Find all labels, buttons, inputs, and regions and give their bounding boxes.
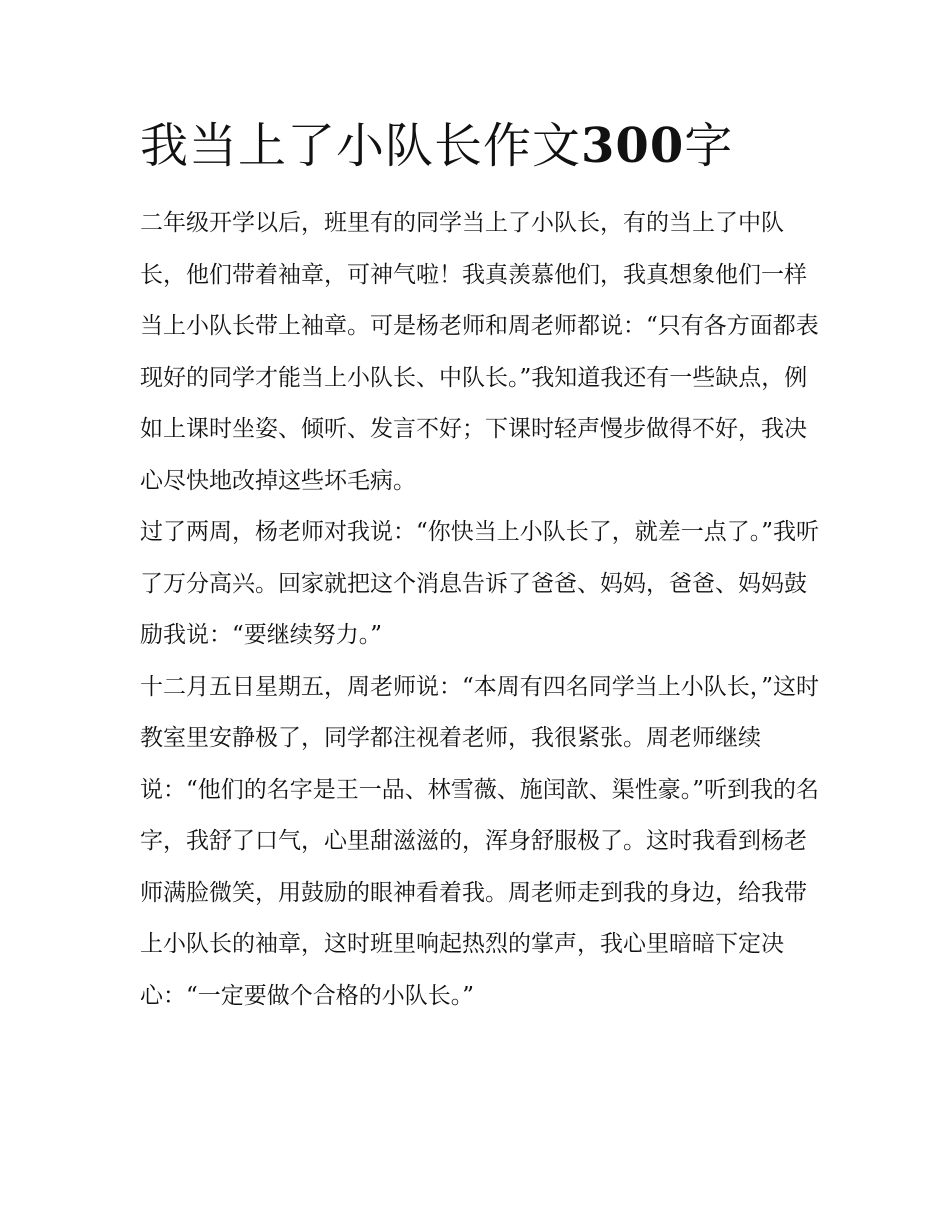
page-title [140, 116, 840, 176]
title-suffix: 字 [684, 118, 734, 174]
title-number: 300 [581, 118, 685, 174]
title-text: 我当上了小队长作文 [140, 118, 582, 174]
article-body [140, 198, 820, 1022]
paragraph-3: 十二月五日星期五，周老师说：“本周有四名同学当上小队长，”这时教室里安静极了，同学都注视着老师，我很紧张。周老师继续说：“他们的名字是王一品、林雪薇、施闰歆、渠性豪。”听到我的名字，我舒了口气，心里甜滋滋的，浑身舒服极了。这时我看到杨老师满脸微笑，用鼓励的眼神看着我。周老师走到我的身边，给我带上小队长的袖章，这时班里响起热烈的掌声，我心里暗暗下定决心：“一定要做个合格的小队长。” [140, 673, 820, 1009]
paragraph-1: 二年级开学以后，班里有的同学当上了小队长，有的当上了中队长，他们带着袖章，可神气啦！我真羡慕他们，我真想象他们一样当上小队长带上袖章。可是杨老师和周老师都说：“只有各方面都表现好的同学才能当上小队长、中队长。”我知道我还有一些缺点，例如上课时坐姿、倾听、发言不好；下课时轻声慢步做得不好，我决心尽快地改掉这些坏毛病。 [140, 210, 819, 494]
paragraph-2: 过了两周，杨老师对我说：“你快当上小队长了，就差一点了。”我听了万分高兴。回家就把这个消息告诉了爸爸、妈妈，爸爸、妈妈鼓励我说：“要继续努力。” [140, 519, 820, 648]
